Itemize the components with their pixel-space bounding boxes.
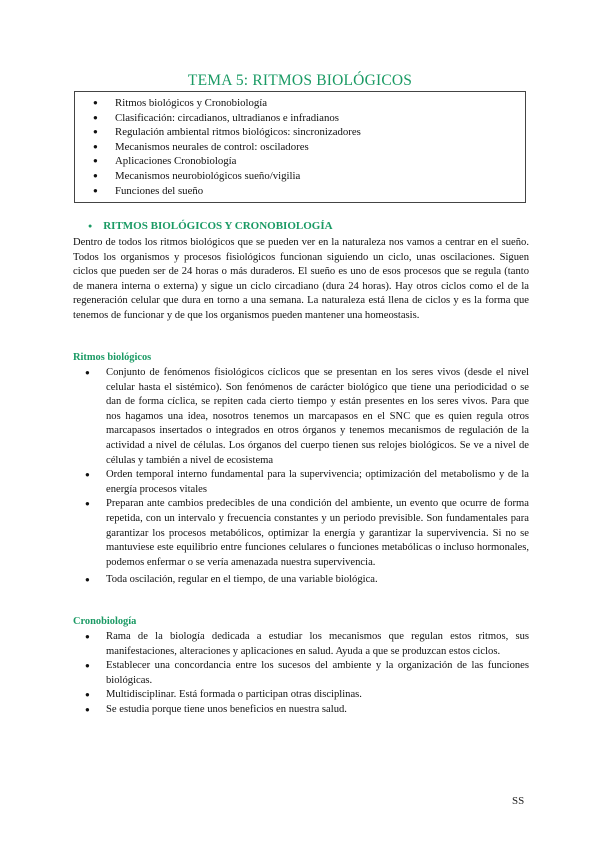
list-item: ● Conjunto de fenómenos fisiológicos cíclicos que se presentan en los seres vivos (desde el nivel celular hasta el sistémico). Son fenómenos de carácter biológico que tiene una periodicidad o se dan de forma cíclica, se repiten cada cierto tiempo y están presentes en los seres vivos. Para que nos hagamos una idea, nosotros tenemos un marcapasos en el SNC que es quien regula otros marcapasos insertados o integrados en otros órganos y tenemos mecanismos de regulación de la actividad a nivel de células. Los órganos del cuerpo tienen sus relojes biológicos. Se ve a nivel de células y también a nivel de ecosistema <box>73 366 529 468</box>
ritmos-list <box>73 366 529 588</box>
intro-paragraph: Dentro de todos los ritmos biológicos que se pueden ver en la naturaleza nos vamos a centrar en el sueño. Todos los organismos y procesos fisiológicos funcionan siguiendo un ciclo, unas oscilaciones. Siguen ciclos que pueden ser de 24 horas o más duraderos. El sueño es uno de esos procesos que se regula (tanto de manera interna o externa) y sigue un ciclo circadiano (dura 24 horas). Hay otros ciclos como el de la regeneración celular que dura en torno a una semana. La naturaleza está llena de ciclos y es la forma que tenemos de funcionar y de que los organismos pueden mantener una homeostasis. <box>73 237 529 321</box>
page-number: SS <box>512 795 525 807</box>
toc-item: ● Regulación ambiental ritmos biológicos: sincronizadores <box>75 125 525 140</box>
list-item: ● Preparan ante cambios predecibles de una condición del ambiente, un evento que ocurre de forma repetida, con un intervalo y frecuencia constantes y un periodo previsible. Son fundamentales para garantizar los procesos metabólicos, optimizar la energía y garantizar la supervivencia. Si no se mantuviese este equilibrio entre funciones celulares o funciones metabólicas o incluso hormonales, podemos enfermar o se vería amenazada nuestra supervivencia. <box>73 497 529 570</box>
subheading-ritmos: Ritmos biológicos <box>73 352 152 363</box>
table-of-contents-box <box>74 91 526 203</box>
toc-item: ● Mecanismos neurobiológicos sueño/vigilia <box>75 169 525 184</box>
list-item: ● Multidisciplinar. Está formada o participan otras disciplinas. <box>73 688 529 703</box>
list-item: ● Establecer una concordancia entre los sucesos del ambiente y la organización de las funciones biológicas. <box>73 659 529 688</box>
toc-item: ● Aplicaciones Cronobiología <box>75 154 525 169</box>
toc-item: ● Clasificación: circadianos, ultradianos e infradianos <box>75 111 525 126</box>
subheading-cronobiologia: Cronobiología <box>73 616 137 627</box>
toc-item: ● Funciones del sueño <box>75 184 525 199</box>
list-item: ● Rama de la biología dedicada a estudiar los mecanismos que regulan estos ritmos, sus manifestaciones, alteraciones y aplicaciones en salud. Ayuda a que se produzcan estos ciclos. <box>73 630 529 659</box>
toc-item: ● Ritmos biológicos y Cronobiología <box>75 96 525 111</box>
list-item: ● Se estudia porque tiene unos beneficios en nuestra salud. <box>73 703 529 718</box>
toc-list <box>75 92 525 198</box>
toc-item: ● Mecanismos neurales de control: osciladores <box>75 140 525 155</box>
page-title: TEMA 5: RITMOS BIOLÓGICOS <box>187 72 413 89</box>
section-heading-text: RITMOS BIOLÓGICOS Y CRONOBIOLOGÍA <box>103 220 333 232</box>
list-item: ● Orden temporal interno fundamental para la supervivencia; optimización del metabolismo y de la energía procesos vitales <box>73 468 529 497</box>
list-item: ● Toda oscilación, regular en el tiempo, de una variable biológica. <box>73 573 529 588</box>
cronobiologia-list <box>73 630 529 718</box>
section-heading <box>88 220 333 232</box>
